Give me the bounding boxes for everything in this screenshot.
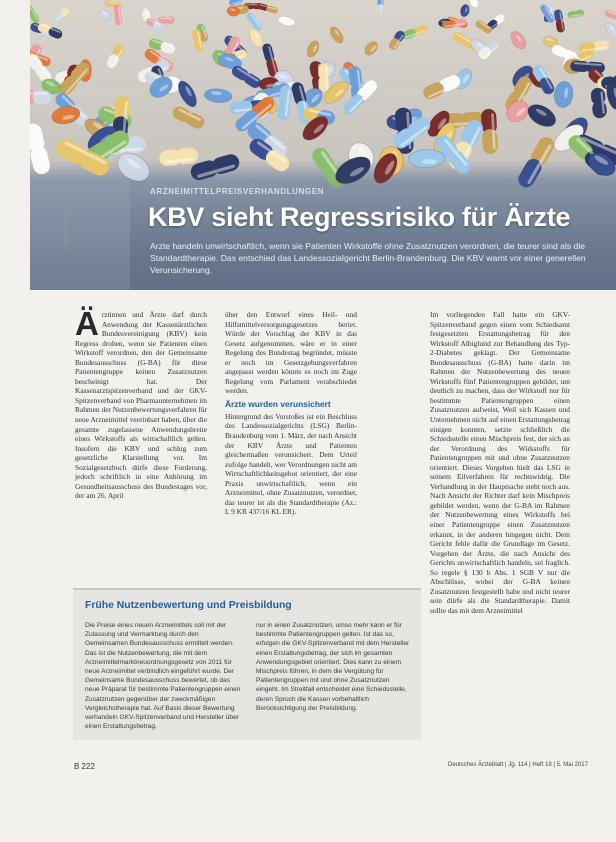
photo-credit: Foto: iStockphoto <box>63 210 69 249</box>
column-2-paragraph-1: über den Entwurf eines Heil- und Hilfsmittelversorgungsgesetzes beriet. Würde der Vorschlag der KBV in das Gesetz aufgenommen, wäre er in einer Regelung des Bundestag begründet, müsste er noch im Gesetzgebungsverfahren angepasst werden könnte es noch im Zuge Regelung vom Parlament verabschiedet werden. <box>225 310 357 396</box>
article-headline: KBV sieht Regressrisiko für Ärzte <box>148 202 571 232</box>
info-box <box>73 588 421 740</box>
column-1-text: rztinnen und Ärzte darf durch Anwendung der Kassenärztlichen Bundesvereinigung (KBV) kein Regress drohen, wenn sie Patienten einen Wirkstoff verordnen, den der Gemeinsame Bundesausschuss (G-BA) für diese Patientengruppe keinen Zusatznutzen bescheinigt hat. Der Kassenarztspitzenverband und der GKV-Spitzenverband von Pharmaunternehmen im Rahmen der Nutzenbewertungsverfahren für neue Arzneimittel vereinbart haben, über die gesamte zugelassene Anwendungsbreite eines Wirkstoffs als wirtschaftlich gelten. Insofern die KBV und schlug zum gesetzliche Klarstellung vor. Im Sozialgesetzbuch dürfe diese Forderung, jedoch schriftlich in eine Anhörung im Gesundheitsausschuss des Bundestages vor, der am 26. April <box>75 310 207 501</box>
info-box-column-2 <box>256 621 413 713</box>
journal-reference: Deutsches Ärzteblatt | Jg. 114 | Heft 18 | 5. Mai 2017 <box>448 762 588 768</box>
section-subheading: Ärzte wurden verunsichert <box>225 398 331 409</box>
pill-shape <box>318 63 329 92</box>
article-kicker: ARZNEIMITTELPREISVERHANDLUNGEN <box>150 187 325 196</box>
article-teaser: Arzte handeln unwirtschaftlich, wenn sie Patienten Wirkstoffe ohne Zusatznutzen verordnen, die teurer sind als die Standardtherapie. Das entschied das Landessozialgericht Berlin-Brandenburg. Die KBV warnt vor einer generellen Verunsicherung. <box>150 241 586 275</box>
drop-cap: Ä <box>75 305 99 342</box>
column-2-paragraph-2: Hintergrund des Vorstoßes ist ein Beschluss des Landessozialgerichts (LSG) Berlin-Brandenburg vom 1. März, der nach Ansicht der KBV Ärzte und Patienten gleichermaßen verunsichert. Dem Urteil zufolge handelt, wer Verordnungen nicht am Wirtschaftlichkeitsgebot orientiert, der eine Praxis unwirtschaftlich, wenn ein Arzneimittel, ohne Zusatznutzen, verordnet, das teurer ist als die Standardtherapie (Az.: L 9 KR 437/16 KL ER). <box>225 411 357 517</box>
page-number: B 222 <box>74 762 95 771</box>
article-column-1 <box>75 305 207 501</box>
article-column-2 <box>225 310 357 517</box>
pill-shape <box>158 16 175 23</box>
info-box-title: Frühe Nutzenbewertung und Preisbildung <box>85 600 292 611</box>
article-column-3 <box>430 310 570 616</box>
info-box-column-1 <box>85 621 242 731</box>
info-box-column-2-text: nur in einen Zusatznutzen, umso mehr kann er für bestimmte Patientengruppen gelten. Ist das so, erfolgen die GKV-Spitzenverband mit dem Hersteller einen Erstattungsbetrag, der sich im gesamten Anwendungsgebiet orientiert. Dies kann zu einem Mischpreis führen, in dem die Vergütung für Patientengruppen mit und ohne Zusatznutzen eingeht. Im Streitfall entscheidet eine Schiedsstelle, deren Spruch die Kassen vorbehaltlich Berücksichtigung der Preisbildung. <box>256 622 410 712</box>
info-box-column-1-text: Die Preise eines neuen Arzneimittels soll mit der Zulassung und Vermarktung durch den Gemeinsamen Bundesausschuss ermittelt werden. Das ist die Nutzenbewertung, die mit dem Arzneimittelmarktneuordnungsgesetz von 2011 für neue Arzneimittel verbindlich eingeführt wurde. Der Gemeinsame Bundesausschuss bewertet, ob das neue Präparat für bestimmte Patientengruppen einen Zusatznutzen gegenüber der zweckmäßigen Vergleichstherapie hat. Auf Basis dieser Bewertung verhandeln GKV-Spitzenverband und Hersteller über einen Erstattungsbetrag. <box>85 622 241 731</box>
column-3-text: Im vorliegenden Fall hatte ein GKV-Spitzenverband gegen einen vom Schiedsamt festgesetzten Erstattungsbetrag für den Wirkstoff Albiglutid zur Behandlung des Typ-2-Diabetes geklagt. Der Gemeinsame Bundesausschuss (G-BA) hatte darin im Rahmen der Nutzenbewertung des neuen Wirkstoffs fünf Patientengruppen gebildet, um deutlich zu machen, dass der Wirkstoff nur für bestimmte Patientengruppen einen Zusatznutzen aufweist, Weil sich Kassen und Unternehmen nicht auf einen Erstattungsbetrag einigen konnten, setzte schließlich die Schiedsstelle einen Mischpreis fest, der sich an der Verordnung des Wirkstoffs für Patientengruppen mit und ohne Zusatznutzen orientiert. Dieses Vorgehen hielt das LSG in seinem Eilverfahren für rechtswidrig. Die Verhandlung in der Hauptsache steht noch aus. Nach Ansicht der Richter darf kein Mischpreis gebildet werden, wenn der G-BA im Rahmen der Nutzenbewertung eines Wirkstoffs bei einer Patientengruppe einen Zusatznutzen erkannt, in der anderen hingegen nicht. Dem Gericht fehle dafür die Grundlage im Gesetz. Vorgehen der Ärzte, die nach Ansicht des Gerichts unwirtschaftlich handeln, sei fraglich. So regele § 130 b Abs. 1 SGB V nur die Abschlüsse, wobei der G-BA keinen Zusatznutzen festgestellt habe und nicht teurer sein dürfe als die Standardtherapie. Damit sollte das mit dem Arzneimittel <box>430 310 570 615</box>
